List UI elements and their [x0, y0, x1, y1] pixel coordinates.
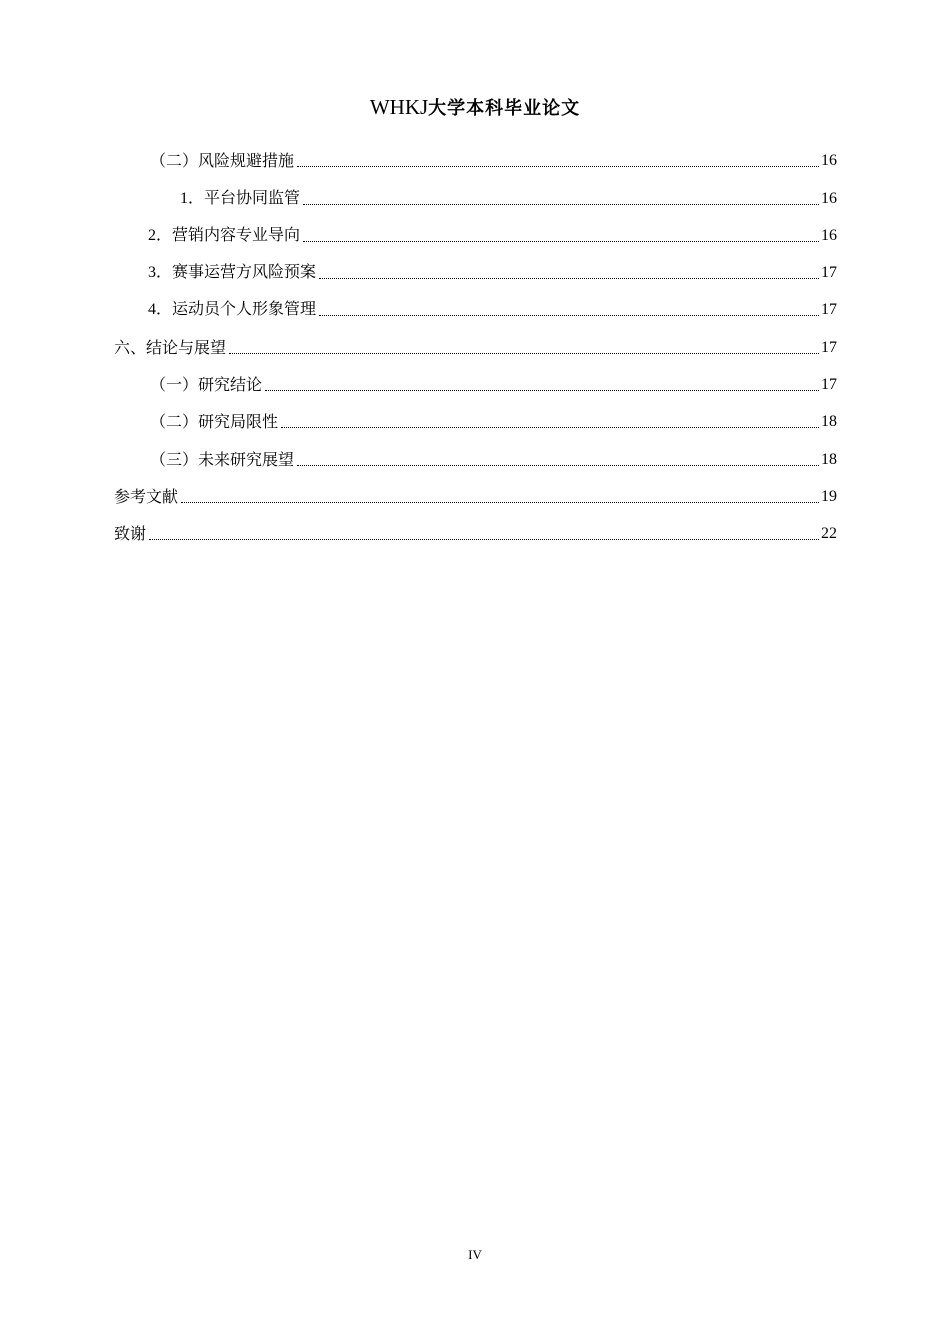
- toc-entry[interactable]: [114, 254, 837, 291]
- toc-dot-leader: [229, 353, 819, 354]
- toc-entry-page: 17: [821, 376, 837, 394]
- toc-entry-label: [150, 449, 294, 471]
- toc-entry-label: [114, 337, 226, 359]
- toc-entry-text: （一）研究结论: [150, 375, 263, 395]
- toc-entry[interactable]: [114, 403, 837, 440]
- toc-entry-page: 17: [821, 301, 837, 319]
- toc-entry-text: （三）未来研究展望: [150, 449, 295, 469]
- toc-entry-page: 16: [821, 152, 837, 170]
- toc-entry[interactable]: [114, 179, 837, 216]
- toc-entry-page: 17: [821, 264, 837, 282]
- toc-entry-label: [150, 150, 294, 172]
- toc-entry-text: 平台协同监管: [204, 187, 301, 207]
- toc-dot-leader: [265, 390, 819, 391]
- toc-entry-text: 赛事运营方风险预案: [172, 262, 317, 282]
- toc-entry[interactable]: [114, 515, 837, 552]
- toc-entry[interactable]: [114, 478, 837, 515]
- toc-entry-number: 4．: [148, 301, 173, 319]
- toc-entry-label: [148, 261, 316, 284]
- toc-entry[interactable]: [114, 217, 837, 254]
- toc-entry-page: 18: [821, 413, 837, 431]
- toc-entry-text: （二）研究局限性: [150, 412, 279, 432]
- toc-entry[interactable]: [114, 440, 837, 477]
- toc-entry[interactable]: [114, 142, 837, 179]
- toc-entry-text: （二）风险规避措施: [150, 151, 295, 171]
- toc-dot-leader: [303, 241, 819, 242]
- toc-entry-label: [114, 523, 146, 545]
- toc-entry-label: [148, 298, 316, 321]
- toc-entry-text: 参考文献: [114, 486, 179, 506]
- toc-entry-page: 18: [821, 450, 837, 468]
- header-school-code: WHKJ: [369, 95, 429, 119]
- toc-entry-label: [114, 486, 178, 508]
- toc-entry-page: 16: [821, 189, 837, 207]
- toc-entry[interactable]: [114, 328, 837, 365]
- toc-entry-label: [180, 187, 300, 210]
- toc-dot-leader: [303, 204, 819, 205]
- toc-entry-label: [150, 411, 278, 433]
- toc-entry-text: 致谢: [114, 524, 147, 544]
- toc-entry[interactable]: [114, 291, 837, 328]
- toc-dot-leader: [319, 278, 819, 279]
- toc-entry-text: 运动员个人形象管理: [172, 299, 317, 319]
- page-number: IV: [468, 1247, 482, 1262]
- toc-dot-leader: [297, 166, 819, 167]
- toc-entry-page: 19: [821, 487, 837, 505]
- toc-entry-number: 3．: [148, 264, 173, 282]
- toc-entry[interactable]: [114, 366, 837, 403]
- toc-dot-leader: [281, 427, 819, 428]
- toc-entry-text: 六、结论与展望: [114, 337, 227, 357]
- toc-dot-leader: [297, 465, 819, 466]
- table-of-contents: [114, 142, 837, 552]
- toc-entry-page: 16: [821, 226, 837, 244]
- toc-entry-page: 17: [821, 338, 837, 356]
- page-header: [0, 94, 950, 122]
- toc-entry-number: 1．: [180, 189, 205, 207]
- toc-entry-text: 营销内容专业导向: [172, 224, 301, 244]
- toc-entry-label: [148, 224, 300, 247]
- toc-dot-leader: [149, 539, 819, 540]
- toc-entry-number: 2．: [148, 226, 173, 244]
- header-title: 大学本科毕业论文: [428, 98, 581, 119]
- toc-dot-leader: [181, 502, 819, 503]
- toc-dot-leader: [319, 315, 819, 316]
- toc-entry-page: 22: [821, 525, 837, 543]
- toc-entry-label: [150, 374, 262, 396]
